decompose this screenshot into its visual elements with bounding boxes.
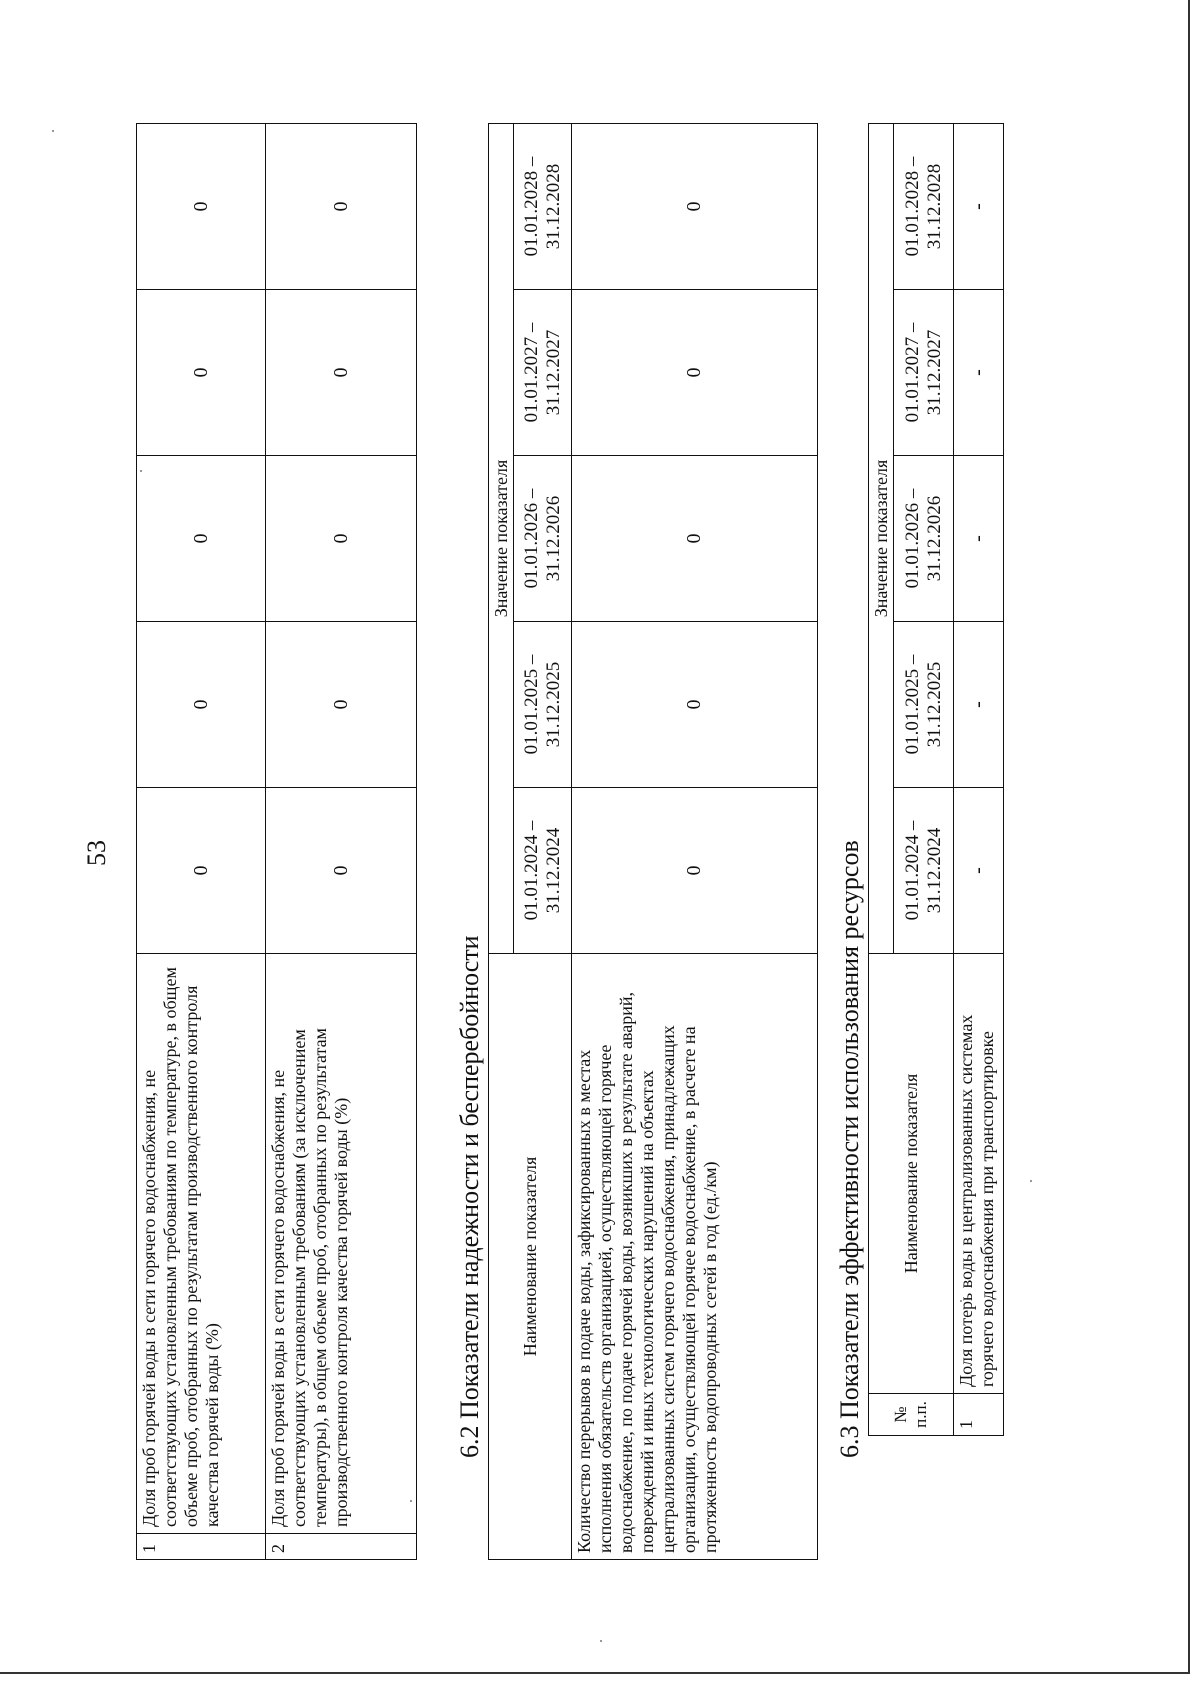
value-cell: 0 (572, 123, 818, 289)
value-cell: 0 (572, 788, 818, 954)
period-header: 01.01.2025 – 31.12.2025 (894, 622, 954, 788)
table-row (137, 124, 266, 1560)
value-cell: 0 (266, 788, 417, 954)
value-cell: - (954, 123, 1004, 289)
value-cell: - (954, 622, 1004, 788)
value-cell: 0 (137, 788, 266, 954)
value-cell: - (954, 788, 1004, 954)
period-header: 01.01.2024 – 31.12.2024 (894, 788, 954, 954)
row-number: 2 (266, 1534, 417, 1560)
table-row (572, 123, 818, 1559)
value-cell: 0 (572, 456, 818, 622)
table-row (954, 123, 1004, 1435)
value-cell: 0 (137, 290, 266, 456)
value-cell: 0 (266, 290, 417, 456)
indicator-name: Доля потерь воды в централизованных системах горячего водоснабжения при транспортировке (954, 954, 1004, 1394)
period-header: 01.01.2027 – 31.12.2027 (894, 290, 954, 456)
table-reliability (488, 123, 818, 1560)
period-header: 01.01.2024 – 31.12.2024 (514, 788, 572, 954)
table-row (266, 124, 417, 1560)
value-cell: 0 (137, 124, 266, 290)
period-header: 01.01.2028 – 31.12.2028 (894, 123, 954, 289)
value-cell: - (954, 290, 1004, 456)
page-number: 53 (82, 840, 111, 866)
period-header: 01.01.2027 – 31.12.2027 (514, 290, 572, 456)
value-cell: 0 (572, 290, 818, 456)
value-cell: 0 (266, 622, 417, 788)
period-header: 01.01.2026 – 31.12.2026 (514, 456, 572, 622)
row-number: 1 (954, 1394, 1004, 1436)
section-title-6-2: 6.2 Показатели надежности и бесперебойности (455, 935, 484, 1458)
column-header-name: Наименование показателя (869, 954, 954, 1394)
header-row (869, 123, 894, 1435)
column-header-name: Наименование показателя (489, 954, 572, 1560)
column-header-value: Значение показателя (489, 123, 514, 953)
column-header-value: Значение показателя (869, 123, 894, 953)
indicator-name: Доля проб горячей воды в сети горячего водоснабжения, не соответствующих установленным требованиям (за исключением температуры), в общем объеме проб, отобранных по результатам производственного контроля качества горячей воды (%) (266, 954, 417, 1534)
column-header-number: № п.п. (869, 1394, 954, 1436)
period-header: 01.01.2025 – 31.12.2025 (514, 622, 572, 788)
header-row (489, 123, 514, 1559)
value-cell: 0 (137, 456, 266, 622)
value-cell: 0 (266, 124, 417, 290)
period-header: 01.01.2028 – 31.12.2028 (514, 123, 572, 289)
indicator-name: Доля проб горячей воды в сети горячего водоснабжения, не соответствующих установленным требованиям по температуре, в общем объеме проб, отобранных по результатам производственного контроля качества горячей воды (%) (137, 954, 266, 1534)
table-hot-water-quality (136, 123, 417, 1560)
value-cell: 0 (137, 622, 266, 788)
value-cell: 0 (572, 622, 818, 788)
row-number: 1 (137, 1534, 266, 1560)
value-cell: - (954, 456, 1004, 622)
period-header: 01.01.2026 – 31.12.2026 (894, 456, 954, 622)
table-resource-efficiency (868, 123, 1004, 1436)
value-cell: 0 (266, 456, 417, 622)
section-title-6-3: 6.3 Показатели эффективности использования ресурсов (835, 840, 864, 1458)
indicator-name: Количество перерывов в подаче воды, зафиксированных в местах исполнения обязательств организацией, осуществляющей горячее водоснабжение, по подаче горячей воды, возникших в результате аварий, повреждений и иных технологических нарушений на объектах централизованных систем горячего водоснабжения, принадлежащих организации, осуществляющей горячее водоснабжение, в расчете на протяженность водопроводных сетей в год (ед./км) (572, 954, 818, 1560)
